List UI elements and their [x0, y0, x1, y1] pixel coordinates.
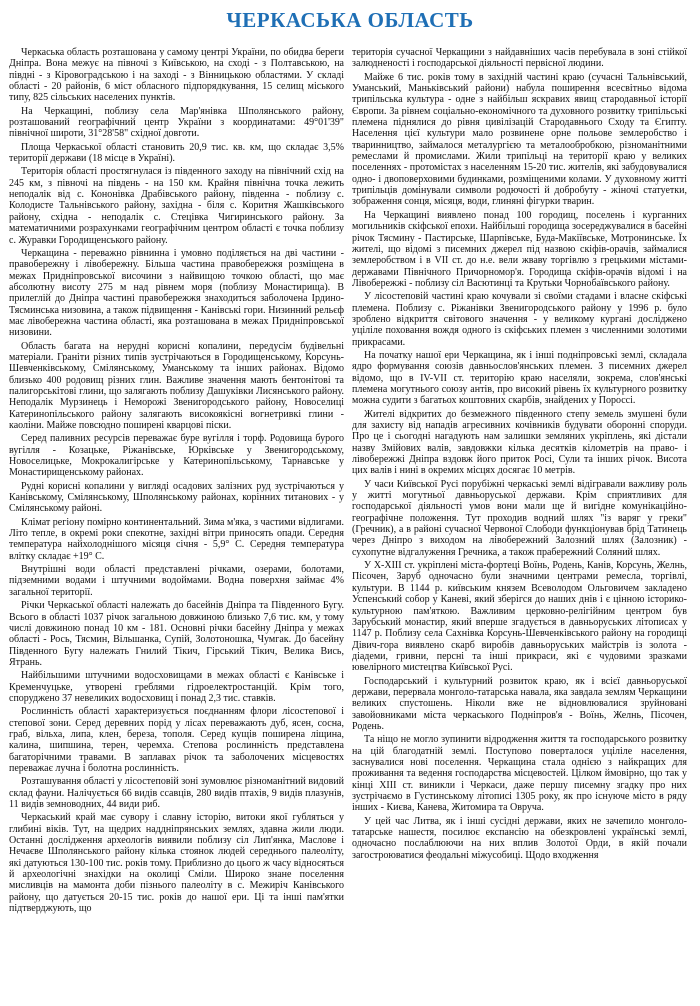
paragraph: На Черкащині виявлено понад 100 городищ, поселень і курганних могильників скіфської епохи. Найбільші городища зосереджувалися в басейні річок Тясмину - Пастирське, Шарпівське, Буда-Макіївське, Мотронинське. Їх жителі, що відомі з писемних джерел під назвою скіфів-орачів, займалися землеробством і в VII ст. до н.е. вели жваву торгівлю з грецькими містами-державами Північного Причорномор'я. Городища скіфів-орачів відомі і на Лівобережжі - поблизу сіл Васютинці та Крутьки Чорнобаївського району.: [352, 209, 687, 289]
paragraph: На Черкащині, поблизу села Мар'янівка Шполянського району, розташований географічний центр України з координатами: 49°01'39" північної широти, 31°28'58" східної довготи.: [9, 105, 344, 140]
paragraph: Жителі відкритих до безмежного південного степу земель змушені були для захисту від нападів агресивних кочівників будувати оборонні споруди. Про це і сьогодні нагадують нам залишки земляних укріплень, які дістали назву Змійових валів, завдовжки кілька десятків кілометрів на право- і лівобережжі Дніпра вздовж його приток Росі, Сули та інших річок. Висота цих валів і нині в окремих місцях досягає 10 метрів.: [352, 408, 687, 477]
paragraph: Внутрішні води області представлені річками, озерами, болотами, підземними водами і штучними водоймами. Водна поверхня займає 4% загальної території.: [9, 564, 344, 598]
page-title: ЧЕРКАСЬКА ОБЛАСТЬ: [226, 8, 474, 32]
paragraph: Серед паливних ресурсів переважає буре вугілля і торф. Родовища бурого вугілля - Козацьке, Ріжанівське, Юрківське у Звенигородському, Новоселицьке, Мокрокалигірське у Катеринопільському, Тарнавське у Монастирищенському районах.: [9, 433, 344, 479]
paragraph: Господарський і культурний розвиток краю, як і всієї давньоруської держави, перервала монголо-татарська навала, яка завдала землям Черкащини великих спустошень. Ніколи вже не відновлювалися зруйновані завойовниками міста черкаського Подніпров'я - Воїнь, Желнь, Пісочен, Родень.: [352, 675, 687, 732]
paragraph: Клімат регіону помірно континентальний. Зима м'яка, з частими відлигами. Літо тепле, в окремі роки спекотне, західні вітри приносять опади. Середня температура найхолоднішого місяця січня - 5,9° С. Середня температура влітку складає +19° С.: [9, 516, 344, 562]
paragraph: На початку нашої ери Черкащина, як і інші подніпровські землі, складала ядро формування союзів давньослов'янських племен. З писемних джерел відомо, що в IV-VII ст. територію краю населяли, зокрема, слов'янські племена могутнього союзу антів, про високий рівень їх культурного розвитку можна судити з багатьох коштовних скарбів, знайдених у Пороссі.: [352, 349, 687, 407]
paragraph: Найбільшими штучними водосховищами в межах області є Канівське і Кременчуцьке, утворені греблями гідроелектростанцій. Крім того, споруджено 37 невеликих водосховищ і понад 2,3 тис. ставків.: [9, 670, 344, 704]
paragraph: Площа Черкаської області становить 20,9 тис. кв. км, що складає 3,5% території держави (18 місце в Україні).: [9, 141, 344, 165]
paragraph: У часи Київської Русі порубіжні черкаські землі відігравали важливу роль у житті могутньої давньоруської держави. Крім сприятливих для господарської діяльності умов вони мали ще й вигідне комунікаційно-географічне положення. Тут проходив водний шлях "із варяг у греки" (Гречник), а в районі сучасної Червоної Слободи функціонував брід Татинець через Дніпро з виходом на лівобережний Залозний шлях (Залозник) - сухопутне відгалуження Гречника, а також прабережний Соляний шлях.: [352, 478, 687, 558]
left-column: [9, 47, 344, 1003]
paragraph: територія сучасної Черкащини з найдавніших часів перебувала в зоні стійкої залюдненості і господарської діяльності первісної людини.: [352, 47, 687, 70]
paragraph: У цей час Литва, як і інші сусідні держави, яких не зачепило монголо-татарське нашестя, посилює експансію на обезкровлені українські землі, одночасно послаблюючи на них вплив Золотої Орди, в якій почали загостроюватися феодальні міжусобиці. Щодо входження: [352, 815, 687, 861]
paragraph: Черкаський край має сувору і славну історію, витоки якої губляться у глибині віків. Тут, на щедрих наддніпрянських землях, здавна жили люди. Останні дослідження археологів виявили поблизу сіл Лип'янка, Маслове і Нечаєве Шполянського району кілька стоянок людей середнього палеоліту, які датуються 130-100 тис. років тому. Приблизно до цього ж часу відносяться й археологічні знахідки на околиці Сміли. Широко знане поселення мисливців на мамонта доби пізнього палеоліту в с. Межиріч Канівського району, що датується 20-15 тис. років до нашої ери. Ці та інші пам'ятки підтверджують, що: [9, 812, 344, 915]
paragraph: У лісостеповій частині краю кочували зі своїми стадами і власне скіфські племена. Поблизу с. Ріжанівки Звенигородського району у 1996 р. було зроблено відкриття світового значення - у великому кургані досліджено уціліле поховання вождя одного із скіфських племен з численними золотими прикрасами.: [352, 291, 687, 348]
paragraph: У Х-XIII ст. укріплені міста-фортеці Воїнь, Родень, Канів, Корсунь, Желнь, Пісочен, Заруб одночасно були значними центрами ремесла, торгівлі, культури. В 1144 р. київським князем Всеволодом Ольговичем закладено Успенський собор у Каневі, який зберігся до наших днів і є цінною історико-культурною пам'яткою. Важливим церковно-релігійним центром був Зарубський монастир, який вперше згадується в давньоруських літописах у 1147 р. Поблизу села Сахнівка Корсунь-Шевченківського району на городищі Дівич-гора виявлено скарб виробів давньоруських майстрів із золота - діадеми, гривни, персні та інші прикраси, які є чудовими зразками ювелірного мистецтва Київської Русі.: [352, 560, 687, 674]
right-column: [352, 47, 687, 1003]
paragraph: Річки Черкаської області належать до басейнів Дніпра та Південного Бугу. Всього в області 1037 річок загальною довжиною близько 7,6 тис. км, у тому числі довжиною понад 10 км - 181. Основні річки басейну Дніпра у межах області - Рось, Тясмин, Вільшанка, Супій, Золотоношка, Чумгак. До басейну Південного Бугу належать Гнилий Тікич, Гірський Тікич, Велика Вись, Ятрань.: [9, 600, 344, 668]
paragraph: Черкащина - переважно рівнинна і умовно поділяється на дві частини - правобережну і лівобережну. Більша частина правобережжя розміщена в межах Придніпровської височини з найвищою точкою області, що має абсолютну висоту 275 м над рівнем моря (поблизу Монастирища). В прилеглій до Дніпра частині правобережжя знаходиться заболочена Ірдино-Тясминська низовина, а також підвищення - Канівські гори. Низинний рельєф має лівобережна частина області, яка розташована в межах Придніпровської низовини.: [9, 247, 344, 339]
paragraph: Майже 6 тис. років тому в західній частині краю (сучасні Тальнівський, Уманський, Маньківський райони) набула поширення всесвітньо відома трипільська культура - одне з найбільш яскравих явищ стародавньої історії Європи. За рівнем соціально-економічного та духовного розвитку трипільські племена піднялися до рівня цивілізацій Стародавнього Сходу та Єгипту. Населення цієї культури мало розвинене орне польове землеробство і тваринництво, займалося металургією та металообробкою, різноманітними ремеслами й промислами. Жили трипільці на території краю у великих поселеннях - протомістах з населенням 15-20 тис. жителів, які забудовувалися одно- і двоповерховими будинками, розміщеними колами. У духовному житті трипільців домінували символи родючості й добробуту - жіночі статуетки, зображення сонця, місяця, води, глиняні фігурки тварин.: [352, 71, 687, 208]
paragraph: Розташування області у лісостеповій зоні зумовлює різноманітний видовий склад фауни. Налічується 66 видів ссавців, 280 видів птахів, 9 видів плазунів, 11 видів земноводних, 44 види риб.: [9, 776, 344, 810]
paragraph: Рудні корисні копалини у вигляді осадових залізних руд зустрічаються у Канівському, Смілянському, Шполянському районах, корінних титанових - у Смілянському районі.: [9, 480, 344, 515]
paragraph: Та ніщо не могло зупинити відродження життя та господарського розвитку на цій благодатній землі. Поступово поверталося уціліле населення, заснувалися нові поселення. Черкащина стала однією з найкращих для проживання та ведення господарства місцевостей. Цілком ймовірно, що так у кінці XIII ст. виникли і Черкаси, даже першу писемну згадку про них зустрічаємо в Густинському літописі 1305 року, як про існуюче місто в ряду інших - Києва, Канева, Житомира та Овруча.: [352, 734, 687, 814]
paragraph: Область багата на нерудні корисні копалини, передусім будівельні матеріали. Граніти різних типів зустрічаються в Городищенському, Корсунь-Шевченківському, Смілянському, Уманському та інших районах. Відомо близько 400 родовищ різних глин. Важливе значення мають бентонітові та палигорськітові глини, що залягають поблизу Дашуківки Лисянського району. Неподалік Мурзинець і Неморожі Звенигородського району, Новоселиці Катеринопільського району залягають високоякісні вогнетривкі глини - каоліни. Майже повсюдно поширені кварцові піски.: [9, 340, 344, 431]
paragraph: Черкаська область розташована у самому центрі України, по обидва береги Дніпра. Вона межує на півночі з Київською, на сході - з Полтавською, на півдні - з Кіровоградською і на заході - з Вінницькою областями. У складі області - 20 районів, 6 міст обласного підпорядкування, 15 селищ міського типу, 825 сільських населених пунктів.: [9, 47, 344, 104]
paragraph: Рослинність області характеризується поєднанням флори лісостепової і степової зони. Серед деревних порід у лісах переважають дуб, ясен, сосна, граб, вільха, липа, клен, береза, тополя. Серед кущів поширена ліщина, калина, шипшина, терен, черемха. Степова рослинність представлена багаторічними травами. В заплавах річок та заболочених місцевостях переважає лучна і болотна рослинність.: [9, 706, 344, 774]
paragraph: Територія області простягнулася із південного заходу на північний схід на 245 км, з півночі на південь - на 150 км. Крайня північна точка лежить неподалік від с. Кононівка Драбівського району, південна - поблизу с. Колодисте Тальнівського району, західна - біля с. Коритня Жашківського району, східна - неподалік с. Стецівка Чигиринського району. За математичними розрахунками географічним центром області є точка поблизу с. Журавки Городищенського району.: [9, 166, 344, 246]
